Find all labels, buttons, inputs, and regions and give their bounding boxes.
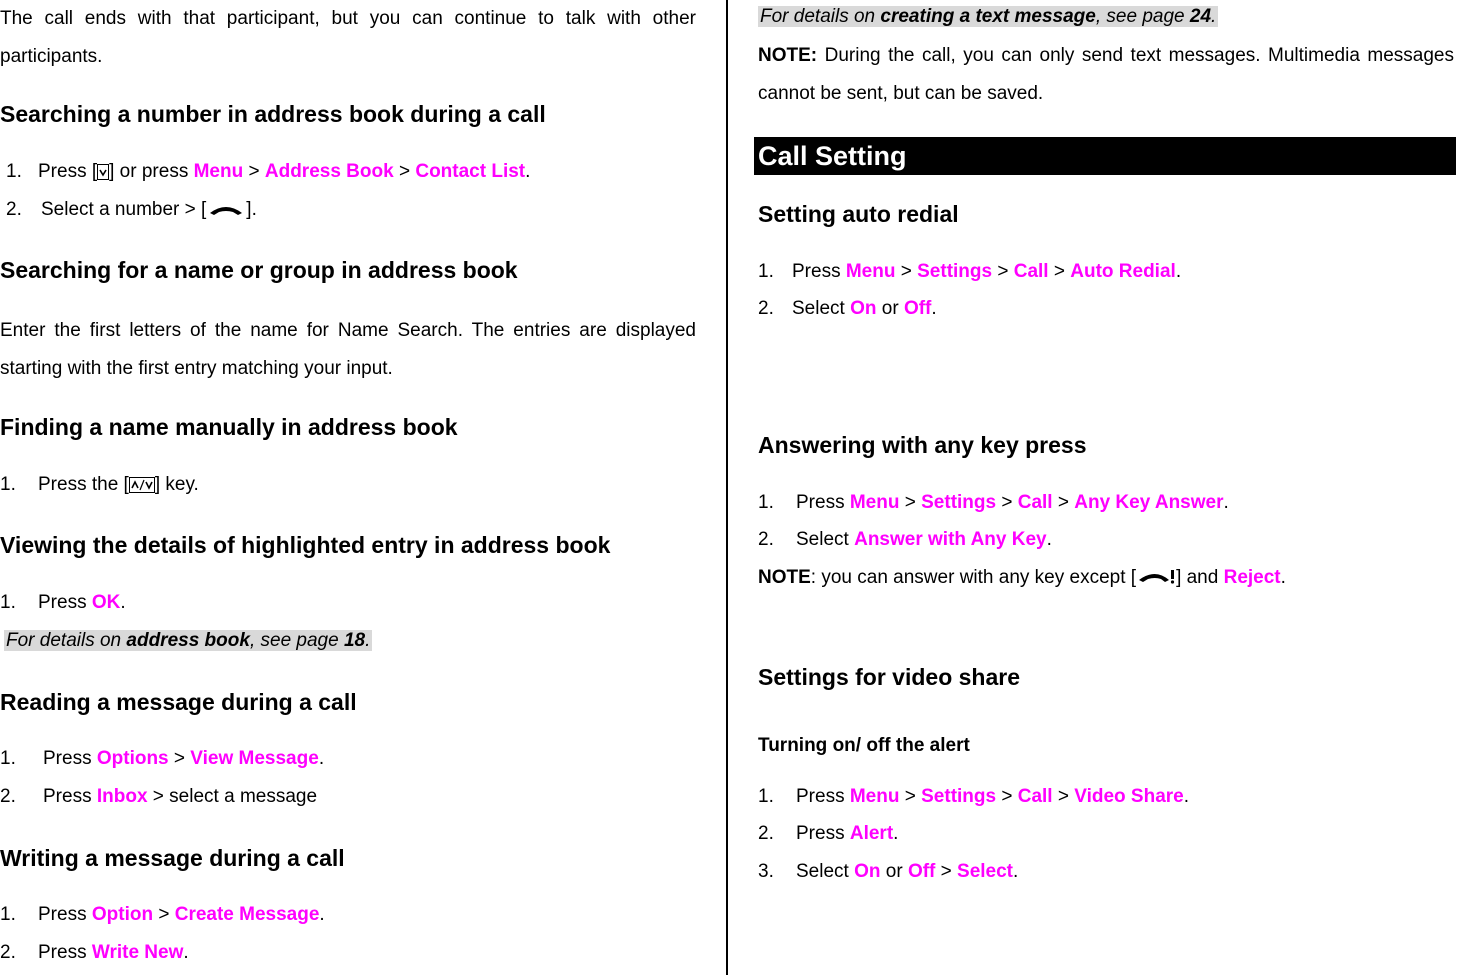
step-write-message-2: 2. Press Write New.: [0, 942, 189, 963]
step-search-number-2: 2. Select a number > [ ].: [6, 199, 257, 224]
step-any-key-1: 1. Press Menu > Settings > Call > Any Key Answer.: [758, 492, 1229, 513]
heading-write-message: Writing a message during a call: [0, 845, 345, 871]
subheading-alert: Turning on/ off the alert: [758, 735, 970, 756]
step-video-share-1: 1. Press Menu > Settings > Call > Video Share.: [758, 786, 1190, 807]
intro-paragraph: The call ends with that participant, but you can continue to talk with other participants.: [0, 8, 696, 67]
step-auto-redial-2: 2. Select On or Off.: [758, 298, 937, 319]
nav-up-down-key-icon: [129, 477, 155, 499]
heading-video-share: Settings for video share: [758, 664, 1021, 690]
step-video-share-2: 2. Press Alert.: [758, 823, 899, 844]
note-mms-paragraph: NOTE: During the call, you can only send text messages. Multimedia messages cannot be sent, but can be saved.: [758, 45, 1454, 104]
heading-view-details: Viewing the details of highlighted entry in address book: [0, 532, 611, 558]
end-call-key-icon: [1136, 568, 1176, 592]
note-text-message: For details on creating a text message, see page 24.: [760, 6, 1217, 27]
step-auto-redial-1: 1. Press Menu > Settings > Call > Auto Redial.: [758, 261, 1182, 282]
heading-find-manual: Finding a name manually in address book: [0, 414, 458, 440]
send-call-key-icon: [206, 202, 246, 224]
heading-read-message: Reading a message during a call: [0, 689, 357, 715]
heading-any-key: Answering with any key press: [758, 432, 1087, 458]
section-banner-call-setting: Call Setting: [754, 137, 1456, 175]
note-address-book: For details on address book, see page 18.: [6, 630, 371, 651]
step-write-message-1: 1. Press Option > Create Message.: [0, 904, 325, 925]
heading-auto-redial: Setting auto redial: [758, 201, 959, 227]
step-read-message-1: 1. Press Options > View Message.: [0, 748, 325, 769]
step-any-key-2: 2. Select Answer with Any Key.: [758, 529, 1052, 550]
heading-search-number: Searching a number in address book during a call: [0, 101, 546, 127]
nav-down-key-icon: [97, 164, 109, 186]
step-search-number-1: 1. Press [ ] or press Menu > Address Book > Contact List.: [6, 161, 530, 186]
search-name-paragraph: Enter the first letters of the name for Name Search. The entries are displayed starting with the first entry matching your input.: [0, 320, 696, 379]
step-find-manual-1: 1. Press the [ ] key.: [0, 474, 199, 499]
heading-search-name: Searching for a name or group in address book: [0, 257, 518, 283]
step-view-details-1: 1. Press OK.: [0, 592, 126, 613]
step-video-share-3: 3. Select On or Off > Select.: [758, 861, 1019, 882]
step-read-message-2: 2. Press Inbox > select a message: [0, 786, 318, 807]
column-divider: [726, 0, 728, 975]
note-any-key: NOTE: you can answer with any key except [ ] and Reject.: [758, 567, 1286, 592]
